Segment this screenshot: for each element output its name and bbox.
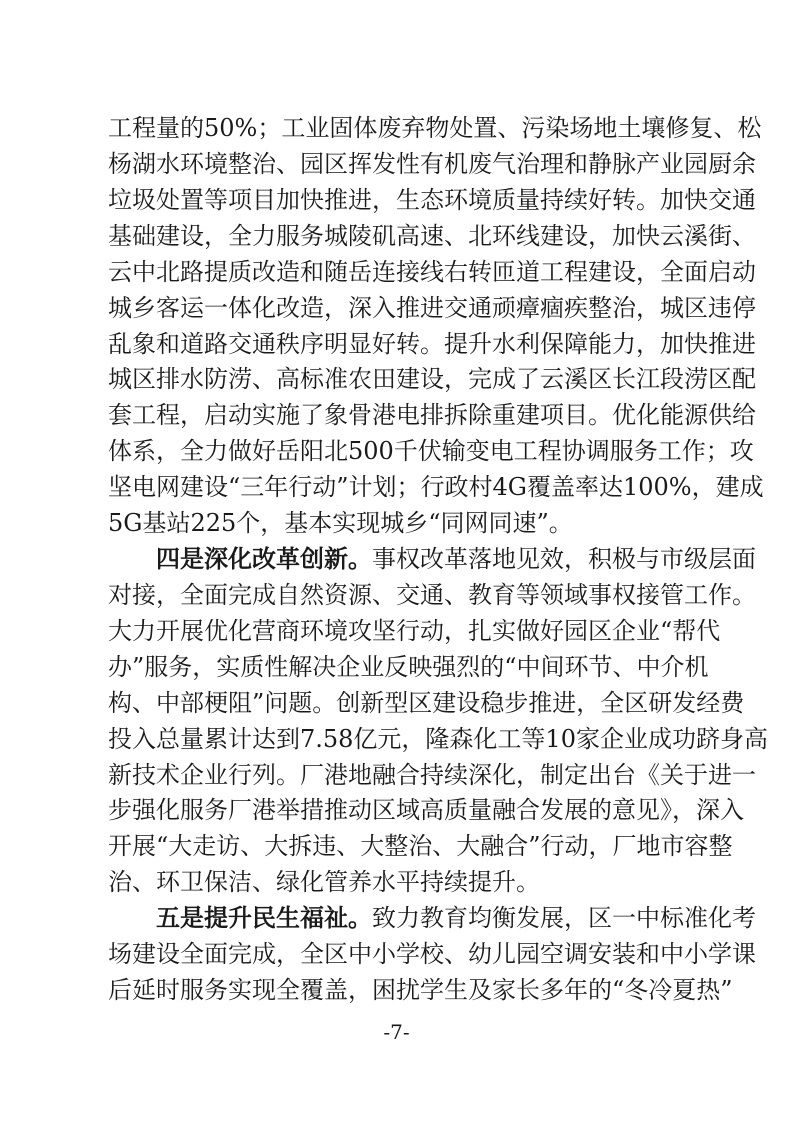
text-span: 致力教育均衡发展，区一中标准化考 [372, 904, 756, 933]
text-line: 垃圾处置等项目加快推进，生态环境质量持续好转。加快交通 [108, 185, 756, 214]
text-line: 大力开展优化营商环境攻坚行动，扎实做好园区企业“帮代 [108, 616, 721, 645]
section-heading: 五是提升民生福祉。 [156, 903, 372, 933]
paragraph-first-line [156, 898, 756, 938]
text-line: 乱象和道路交通秩序明显好转。提升水利保障能力，加快推进 [108, 329, 756, 358]
text-line: 杨湖水环境整治、园区挥发性有机废气治理和静脉产业园厨余 [108, 149, 756, 178]
text-line: 办”服务，实质性解决企业反映强烈的“中间环节、中介机 [108, 652, 709, 681]
text-line: 云中北路提质改造和随岳连接线右转匝道工程建设，全面启动 [108, 257, 756, 286]
section-heading: 四是深化改革创新。 [156, 544, 372, 574]
text-line: 开展“大走访、大拆违、大整治、大融合”行动，厂地市容整 [108, 832, 733, 861]
text-line: 治、环卫保洁、绿化管养水平持续提升。 [108, 868, 540, 897]
text-line: 后延时服务实现全覆盖，困扰学生及家长多年的“冬冷夏热” [108, 976, 733, 1005]
page-number: -7- [383, 1020, 410, 1044]
text-line: 对接，全面完成自然资源、交通、教育等领域事权接管工作。 [108, 580, 756, 609]
text-line: 工程量的50%；工业固体废弃物处置、污染场地土壤修复、松 [108, 114, 762, 142]
paragraph-first-line [156, 539, 756, 579]
text-line: 步强化服务厂港举措推动区域高质量融合发展的意见》，深入 [108, 796, 744, 825]
text-line: 城区排水防涝、高标准农田建设，完成了云溪区长江段涝区配 [108, 365, 756, 394]
text-line: 投入总量累计达到7.58亿元，隆森化工等10家企业成功跻身高 [108, 724, 768, 753]
text-line: 城乡客运一体化改造，深入推进交通顽瘴痼疾整治，城区违停 [108, 293, 756, 322]
text-line: 体系，全力做好岳阳北500千伏输变电工程协调服务工作；攻 [108, 437, 754, 466]
text-line: 坚电网建设“三年行动”计划；行政村4G覆盖率达100%，建成 [108, 473, 764, 502]
text-line: 基础建设，全力服务城陵矶高速、北环线建设，加快云溪街、 [108, 221, 756, 250]
text-line: 5G基站225个，基本实现城乡“同网同速”。 [108, 509, 573, 538]
text-line: 套工程，启动实施了象骨港电排拆除重建项目。优化能源供给 [108, 401, 756, 430]
text-line: 构、中部梗阻”问题。创新型区建设稳步推进，全区研发经费 [108, 688, 745, 717]
text-span: 事权改革落地见效，积极与市级层面 [372, 545, 756, 574]
text-line: 场建设全面完成，全区中小学校、幼儿园空调安装和中小学课 [108, 940, 756, 969]
text-line: 新技术企业行列。厂港地融合持续深化，制定出台《关于进一 [108, 760, 756, 789]
